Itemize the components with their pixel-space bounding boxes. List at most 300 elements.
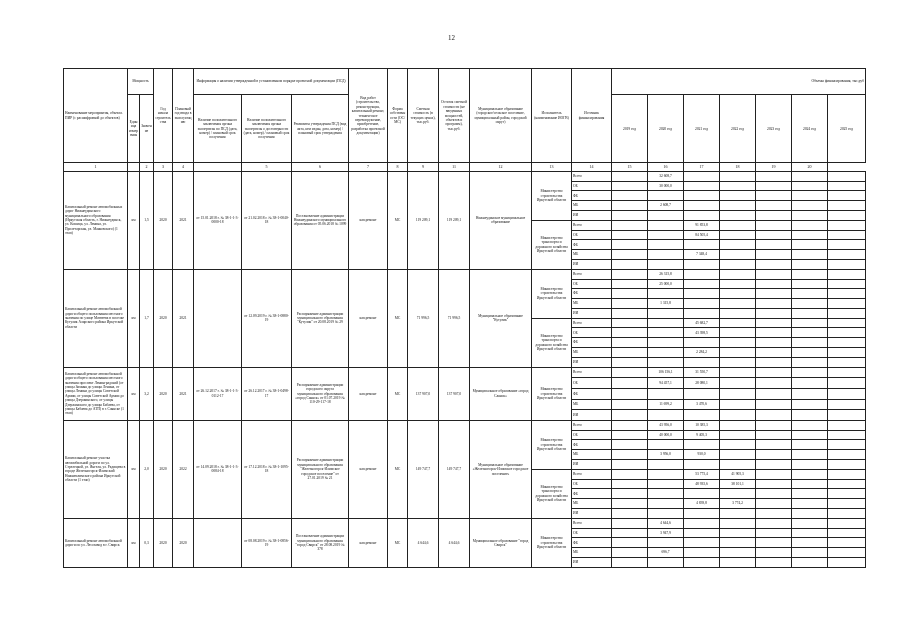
funding-value: 4 839,8 bbox=[684, 499, 720, 509]
header-year-2: 2021 год bbox=[684, 94, 720, 162]
funding-value bbox=[612, 250, 648, 260]
funding-value: 1 315,8 bbox=[648, 299, 684, 309]
ownership: МС bbox=[388, 171, 408, 269]
municipality: Нижнеудинское муниципальное образование bbox=[470, 171, 532, 269]
remaining-cost: 119 209,1 bbox=[439, 171, 470, 269]
year-start: 2020 bbox=[154, 269, 173, 367]
column-number: 8 bbox=[388, 163, 408, 171]
funding-source: МБ bbox=[572, 399, 612, 410]
funding-value bbox=[720, 338, 756, 348]
funding-value bbox=[828, 299, 866, 309]
funding-source: ОБ bbox=[572, 328, 612, 338]
funding-value bbox=[756, 250, 792, 260]
column-number: 16 bbox=[648, 163, 684, 171]
funding-value bbox=[720, 259, 756, 269]
funding-source: Всего bbox=[572, 518, 612, 528]
funding-value bbox=[720, 250, 756, 260]
funding-value bbox=[612, 348, 648, 358]
expertise-conclusion: от 26.12.2017 г. № 38-1-1-3-0112-17 bbox=[194, 367, 242, 420]
header-year-6: 2025 год bbox=[828, 94, 866, 162]
funding-value bbox=[648, 348, 684, 358]
approval-details: Постановление администрации муниципального образования "город Свирск" от 28.08.2019 № 378 bbox=[292, 518, 349, 567]
column-number bbox=[194, 163, 242, 171]
funding-value bbox=[612, 171, 648, 181]
funding-value bbox=[612, 469, 648, 479]
funding-value bbox=[612, 399, 648, 410]
funding-value: 84 505,4 bbox=[684, 230, 720, 240]
funding-source: Всего bbox=[572, 318, 612, 328]
funding-value bbox=[648, 538, 684, 548]
header-estimate-cost: Сметная стоимость (в текущих ценах), тыс.руб. bbox=[408, 69, 439, 163]
funding-source: Всего bbox=[572, 220, 612, 230]
funding-value bbox=[792, 181, 828, 191]
funding-value bbox=[720, 378, 756, 389]
funding-value bbox=[612, 230, 648, 240]
funding-value bbox=[792, 269, 828, 279]
funding-value bbox=[612, 328, 648, 338]
funding-value bbox=[828, 469, 866, 479]
funding-value bbox=[648, 489, 684, 499]
ownership: МС bbox=[388, 269, 408, 367]
funding-value bbox=[792, 469, 828, 479]
funding-source: ИИ bbox=[572, 210, 612, 220]
executor: Министерство строительства Иркутской области bbox=[532, 518, 572, 567]
funding-value bbox=[756, 240, 792, 250]
funding-value bbox=[792, 240, 828, 250]
funding-value bbox=[828, 367, 866, 378]
funding-value bbox=[684, 191, 720, 201]
funding-value bbox=[720, 318, 756, 328]
work-type: кап.ремонт bbox=[349, 518, 388, 567]
funding-value bbox=[828, 279, 866, 289]
funding-value bbox=[828, 210, 866, 220]
table-row bbox=[64, 420, 866, 430]
column-number: 5 bbox=[242, 163, 292, 171]
year-input: 2022 bbox=[173, 420, 194, 518]
table-row bbox=[64, 171, 866, 181]
year-input: 2021 bbox=[173, 367, 194, 420]
column-number: 3 bbox=[154, 163, 173, 171]
executor: Министерство строительства Иркутской области bbox=[532, 367, 572, 420]
funding-value: 3 956,0 bbox=[648, 450, 684, 460]
funding-value bbox=[648, 240, 684, 250]
funding-value: 48 935,6 bbox=[684, 479, 720, 489]
funding-value bbox=[792, 378, 828, 389]
funding-value: 106 156,1 bbox=[648, 367, 684, 378]
funding-value bbox=[612, 220, 648, 230]
funding-value bbox=[648, 410, 684, 421]
column-number: 2 bbox=[140, 163, 154, 171]
header-psd-group: Информация о наличии утвержденной в установленном порядке проектной документации (ПСД) bbox=[194, 69, 349, 95]
funding-value bbox=[756, 410, 792, 421]
year-start: 2020 bbox=[154, 367, 173, 420]
funding-value bbox=[756, 357, 792, 367]
funding-source: ФБ bbox=[572, 289, 612, 299]
funding-value bbox=[612, 558, 648, 568]
funding-value bbox=[684, 210, 720, 220]
funding-value: 2 284,2 bbox=[684, 348, 720, 358]
funding-source: ОБ bbox=[572, 378, 612, 389]
funding-value bbox=[720, 240, 756, 250]
executor: Министерство строительства Иркутской области bbox=[532, 420, 572, 469]
column-number: 20 bbox=[792, 163, 828, 171]
funding-source: МБ bbox=[572, 201, 612, 211]
funding-value: 11 699,2 bbox=[648, 399, 684, 410]
funding-value: 10 385,3 bbox=[684, 420, 720, 430]
municipality: Муниципальное образование "город Свирск" bbox=[470, 518, 532, 567]
funding-value bbox=[684, 357, 720, 367]
funding-source: ФБ bbox=[572, 538, 612, 548]
funding-value bbox=[720, 538, 756, 548]
funding-value bbox=[756, 469, 792, 479]
funding-value bbox=[684, 460, 720, 470]
funding-value bbox=[828, 399, 866, 410]
funding-value bbox=[756, 299, 792, 309]
object-name: Капитальный ремонт автомобильной дороги по ул. Лесозавод в г. Свирск bbox=[64, 518, 128, 567]
funding-value bbox=[612, 378, 648, 389]
funding-value bbox=[684, 279, 720, 289]
header-work-type: Вид работ (строительство, реконструкция, капитальный ремонт, техническое перевооружение, приобретение, разработка проектной документации) bbox=[349, 69, 388, 163]
funding-value bbox=[792, 328, 828, 338]
column-number: 14 bbox=[572, 163, 612, 171]
funding-value: 25 000,0 bbox=[648, 279, 684, 289]
ownership: МС bbox=[388, 518, 408, 567]
funding-value bbox=[720, 450, 756, 460]
work-type: кап.ремонт bbox=[349, 420, 388, 518]
funding-value: 38 101,1 bbox=[720, 479, 756, 489]
funding-value bbox=[720, 420, 756, 430]
funding-value bbox=[648, 338, 684, 348]
funding-value bbox=[792, 201, 828, 211]
approval-details: Постановление администрации Нижнеудинского муниципального образования от 05.06.2018 № 1099 bbox=[292, 171, 349, 269]
estimate-cost: 119 209,1 bbox=[408, 171, 439, 269]
funding-value bbox=[828, 499, 866, 509]
funding-value bbox=[684, 528, 720, 538]
funding-value bbox=[720, 430, 756, 440]
funding-value bbox=[792, 357, 828, 367]
funding-source: Всего bbox=[572, 420, 612, 430]
funding-value bbox=[828, 338, 866, 348]
funding-value bbox=[648, 460, 684, 470]
funding-value bbox=[792, 220, 828, 230]
funding-value bbox=[756, 538, 792, 548]
funding-value bbox=[828, 357, 866, 367]
funding-value bbox=[612, 299, 648, 309]
funding-value bbox=[756, 388, 792, 399]
funding-value bbox=[684, 440, 720, 450]
executor: Министерство строительства Иркутской области bbox=[532, 269, 572, 318]
header-power: Мощность bbox=[128, 69, 154, 95]
funding-source: ФБ bbox=[572, 489, 612, 499]
column-number bbox=[128, 163, 140, 171]
funding-source: ИИ bbox=[572, 558, 612, 568]
header-sources: Источник финансирования bbox=[572, 69, 612, 163]
funding-value bbox=[612, 240, 648, 250]
financing-table bbox=[63, 68, 866, 568]
header-expertise: Наличие положительного заключения органа экспертизы по ПСД (дата, номер) / плановый срок получения bbox=[194, 94, 242, 162]
funding-value bbox=[612, 450, 648, 460]
table-row bbox=[64, 269, 866, 279]
funding-value bbox=[720, 230, 756, 240]
funding-value: 45 682,7 bbox=[684, 318, 720, 328]
executor: Министерство строительства Иркутской области bbox=[532, 171, 572, 220]
year-input: 2021 bbox=[173, 171, 194, 269]
funding-value bbox=[720, 518, 756, 528]
funding-value bbox=[720, 201, 756, 211]
funding-value bbox=[684, 201, 720, 211]
funding-source: ИИ bbox=[572, 259, 612, 269]
column-number: 7 bbox=[349, 163, 388, 171]
funding-value bbox=[756, 328, 792, 338]
funding-value bbox=[648, 289, 684, 299]
funding-value bbox=[612, 367, 648, 378]
header-value: Значение bbox=[140, 94, 154, 162]
funding-value: 2 608,7 bbox=[648, 201, 684, 211]
funding-source: ФБ bbox=[572, 240, 612, 250]
work-type: кап.ремонт bbox=[349, 269, 388, 367]
funding-value bbox=[828, 259, 866, 269]
value: 0,3 bbox=[140, 518, 154, 567]
funding-source: ИИ bbox=[572, 460, 612, 470]
funding-value bbox=[792, 528, 828, 538]
funding-value bbox=[792, 440, 828, 450]
table-row bbox=[64, 518, 866, 528]
funding-value bbox=[720, 489, 756, 499]
funding-value bbox=[648, 479, 684, 489]
header-reliability: Наличие положительного заключения органа экспертизы о достоверности (дата, номер) / плановый срок получения bbox=[242, 94, 292, 162]
funding-value bbox=[756, 348, 792, 358]
funding-value bbox=[828, 378, 866, 389]
funding-value bbox=[648, 210, 684, 220]
remaining-cost: 4 644,6 bbox=[439, 518, 470, 567]
funding-value bbox=[612, 181, 648, 191]
funding-value bbox=[612, 289, 648, 299]
funding-value bbox=[792, 289, 828, 299]
funding-value bbox=[612, 460, 648, 470]
funding-value: 3 947,9 bbox=[648, 528, 684, 538]
funding-value bbox=[612, 269, 648, 279]
header-funding-group: Объемы финансирования, тыс.руб bbox=[612, 69, 866, 95]
funding-value bbox=[792, 479, 828, 489]
reliability-conclusion: от 08.08.2019 г. № 38-1-0856-19 bbox=[242, 518, 292, 567]
value: 1,7 bbox=[140, 269, 154, 367]
funding-source: ИИ bbox=[572, 308, 612, 318]
reliability-conclusion: от 21.02.2018 г. № 38-1-0040-18 bbox=[242, 171, 292, 269]
funding-value bbox=[828, 348, 866, 358]
expertise-conclusion: от 14.09.2018 г. № 38-1-1-3-0084-18 bbox=[194, 420, 242, 518]
funding-value bbox=[648, 191, 684, 201]
column-number: 17 bbox=[684, 163, 720, 171]
funding-source: ФБ bbox=[572, 191, 612, 201]
funding-value bbox=[792, 518, 828, 528]
funding-value bbox=[756, 489, 792, 499]
unit: км bbox=[128, 518, 140, 567]
expertise-conclusion: от 15.01.2018 г. № 38-1-1-3-0000-18 bbox=[194, 171, 242, 269]
header-remaining-cost: Остаток сметной стоимости (не введенных мощностей, объектов и программ), тыс.руб. bbox=[439, 69, 470, 163]
reliability-conclusion: от 17.12.2018 г. № 38-1-1095-18 bbox=[242, 420, 292, 518]
funding-value bbox=[648, 558, 684, 568]
table-row bbox=[64, 367, 866, 378]
funding-value bbox=[684, 489, 720, 499]
funding-value: 26 315,8 bbox=[648, 269, 684, 279]
funding-value bbox=[612, 538, 648, 548]
funding-source: МБ bbox=[572, 499, 612, 509]
column-number: 19 bbox=[756, 163, 792, 171]
funding-value: 31 550,7 bbox=[684, 367, 720, 378]
funding-value bbox=[612, 420, 648, 430]
funding-source: ОБ bbox=[572, 279, 612, 289]
funding-value bbox=[756, 308, 792, 318]
ownership: МС bbox=[388, 367, 408, 420]
funding-value bbox=[720, 308, 756, 318]
funding-value bbox=[828, 450, 866, 460]
funding-value: 43 956,0 bbox=[648, 420, 684, 430]
funding-value bbox=[684, 548, 720, 558]
funding-value bbox=[756, 338, 792, 348]
column-number: 12 bbox=[470, 163, 532, 171]
funding-value bbox=[756, 201, 792, 211]
funding-value bbox=[684, 181, 720, 191]
funding-value: 9 405,3 bbox=[684, 430, 720, 440]
funding-value bbox=[720, 357, 756, 367]
funding-source: ОБ bbox=[572, 479, 612, 489]
expertise-conclusion bbox=[194, 518, 242, 567]
funding-value bbox=[612, 499, 648, 509]
funding-value: 43 398,5 bbox=[684, 328, 720, 338]
header-executor: Исполнитель (наименование ИОГВ) bbox=[532, 69, 572, 163]
funding-source: ИИ bbox=[572, 357, 612, 367]
header-name: Наименование мероприятия, объекта. ПИР (с расшифровкой до объектов) bbox=[64, 69, 128, 163]
funding-value bbox=[828, 558, 866, 568]
funding-value bbox=[756, 558, 792, 568]
funding-value bbox=[828, 308, 866, 318]
funding-value bbox=[612, 191, 648, 201]
funding-value bbox=[828, 328, 866, 338]
funding-value bbox=[720, 299, 756, 309]
funding-value bbox=[756, 378, 792, 389]
funding-value bbox=[828, 191, 866, 201]
funding-value bbox=[756, 279, 792, 289]
funding-value bbox=[792, 230, 828, 240]
executor: Министерство транспорта и дорожного хозяйства Иркутской области bbox=[532, 469, 572, 518]
executor: Министерство транспорта и дорожного хозяйства Иркутской области bbox=[532, 318, 572, 367]
header-ownership: Форма собственности (ОС/МС) bbox=[388, 69, 408, 163]
approval-details: Распоряжение администрации городского округа муниципального образования «город Саянск» от 01.07.2019 № 110-29-117-18 bbox=[292, 367, 349, 420]
funding-value bbox=[684, 558, 720, 568]
object-name: Капитальный ремонт автомобильных дорог Нижнеудинского муниципального образования (Иркутская область, г. Нижнеудинск, ул. Кошица, ул. Ленина, ул. Пролетарская, ул. Маяковского) (1 этап) bbox=[64, 171, 128, 269]
funding-value bbox=[828, 538, 866, 548]
funding-value bbox=[648, 328, 684, 338]
funding-value bbox=[792, 191, 828, 201]
header-year-input: Плановый год ввода в эксплуатацию bbox=[173, 69, 194, 163]
header-year-1: 2020 год bbox=[648, 94, 684, 162]
funding-value bbox=[612, 410, 648, 421]
funding-value bbox=[684, 269, 720, 279]
approval-details: Распоряжение администрации муниципального образования "Железногорск-Илимское городское поселение" от 27.01.2019 № 21 bbox=[292, 420, 349, 518]
funding-value bbox=[720, 460, 756, 470]
header-year-3: 2022 год bbox=[720, 94, 756, 162]
funding-value bbox=[792, 299, 828, 309]
funding-value: 696,7 bbox=[648, 548, 684, 558]
funding-source: ФБ bbox=[572, 388, 612, 399]
funding-value bbox=[756, 548, 792, 558]
funding-value bbox=[612, 259, 648, 269]
funding-source: ФБ bbox=[572, 338, 612, 348]
funding-value bbox=[612, 388, 648, 399]
column-number: 6 bbox=[292, 163, 349, 171]
column-number: 15 bbox=[612, 163, 648, 171]
funding-value bbox=[828, 548, 866, 558]
funding-value bbox=[792, 171, 828, 181]
funding-value: 91 853,8 bbox=[684, 220, 720, 230]
year-start: 2020 bbox=[154, 420, 173, 518]
funding-value bbox=[684, 289, 720, 299]
funding-value bbox=[684, 259, 720, 269]
funding-value bbox=[648, 357, 684, 367]
funding-source: Всего bbox=[572, 171, 612, 181]
funding-value bbox=[720, 191, 756, 201]
funding-value bbox=[720, 220, 756, 230]
funding-value bbox=[756, 220, 792, 230]
year-input: 2020 bbox=[173, 518, 194, 567]
funding-value bbox=[756, 289, 792, 299]
work-type: кап.ремонт bbox=[349, 171, 388, 269]
funding-value bbox=[648, 318, 684, 328]
remaining-cost: 137 907,0 bbox=[439, 367, 470, 420]
funding-value bbox=[684, 538, 720, 548]
funding-value: 4 644,6 bbox=[648, 518, 684, 528]
funding-value bbox=[720, 410, 756, 421]
ownership: МС bbox=[388, 420, 408, 518]
funding-value bbox=[684, 509, 720, 519]
funding-value bbox=[720, 348, 756, 358]
funding-value bbox=[720, 289, 756, 299]
funding-value bbox=[756, 509, 792, 519]
funding-value: 930,0 bbox=[684, 450, 720, 460]
funding-value bbox=[648, 440, 684, 450]
funding-value bbox=[828, 410, 866, 421]
funding-value bbox=[792, 210, 828, 220]
funding-value bbox=[612, 509, 648, 519]
funding-value bbox=[756, 318, 792, 328]
funding-source: МБ bbox=[572, 548, 612, 558]
funding-value bbox=[792, 388, 828, 399]
reliability-conclusion: от 26.12.2017 г. № 38-1-0498-17 bbox=[242, 367, 292, 420]
funding-value bbox=[612, 338, 648, 348]
funding-value: 7 348,4 bbox=[684, 250, 720, 260]
funding-value bbox=[792, 279, 828, 289]
funding-source: Всего bbox=[572, 367, 612, 378]
funding-value bbox=[612, 528, 648, 538]
column-number: 1 bbox=[64, 163, 128, 171]
funding-value bbox=[612, 430, 648, 440]
funding-source: ИИ bbox=[572, 410, 612, 421]
funding-value bbox=[792, 367, 828, 378]
funding-value bbox=[828, 509, 866, 519]
header-year-0: 2019 год bbox=[612, 94, 648, 162]
funding-value bbox=[828, 289, 866, 299]
funding-value bbox=[684, 338, 720, 348]
funding-value bbox=[792, 538, 828, 548]
column-number: 9 bbox=[408, 163, 439, 171]
header-year-5: 2024 год bbox=[792, 94, 828, 162]
funding-value bbox=[684, 299, 720, 309]
funding-value bbox=[828, 250, 866, 260]
funding-source: МБ bbox=[572, 348, 612, 358]
funding-value: 32 608,7 bbox=[648, 171, 684, 181]
value: 2,0 bbox=[140, 420, 154, 518]
funding-value bbox=[648, 230, 684, 240]
